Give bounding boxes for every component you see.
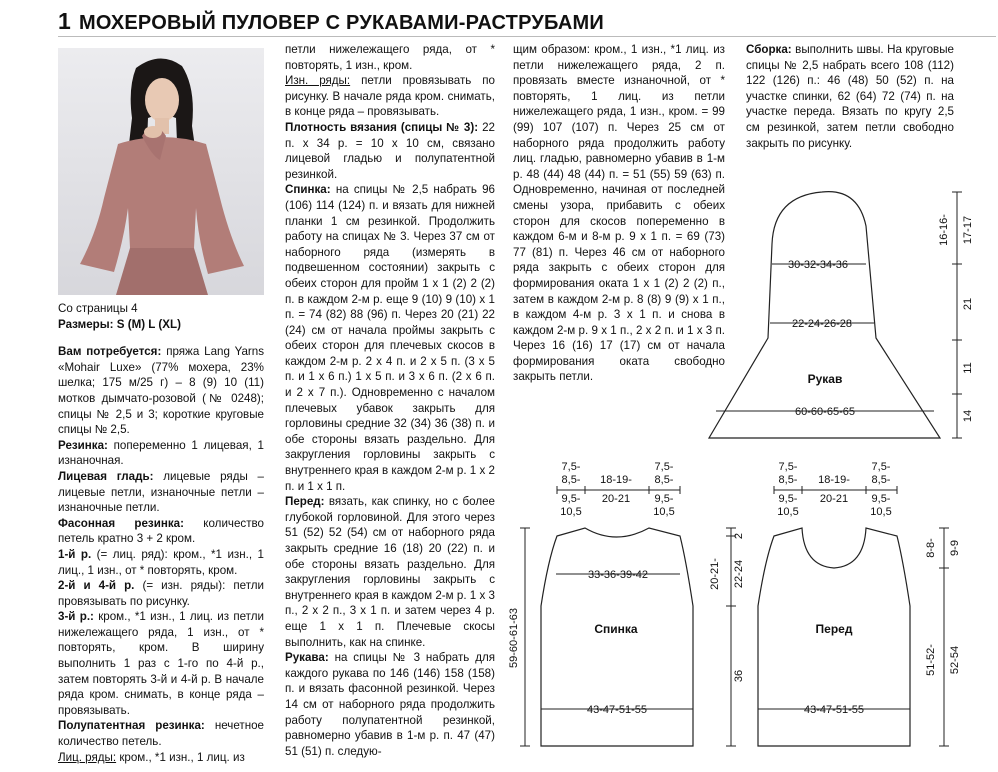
front-label: Перед [815,622,853,636]
back-shoulder-r-a: 7,5- [654,461,674,473]
pattern-title: МОХЕРОВЫЙ ПУЛОВЕР С РУКАВАМИ-РАСТРУБАМИ [79,12,604,34]
back-shoulder-c: 9,5- [561,493,581,505]
back-side-height: 36 [733,669,745,683]
front-neck-a: 18-19- [818,474,850,486]
fancy-rib: Фасонная резинка: количество петель кратно 3 + 2 кром. [58,516,264,546]
sleeve-cap-height-a: 16-16- [938,214,950,246]
back-bottom-width: 43-47-51-55 [587,704,647,716]
sleeve-cap-height-b: 17-17 [962,215,974,245]
back-chest-width: 33-36-39-42 [588,569,648,581]
sleeve-bottom-width: 60-60-65-65 [795,406,855,418]
back-shoulder-r-d: 10,5 [653,506,675,518]
back-shoulder-b: 8,5- [561,474,581,486]
sizes: Размеры: S (M) L (XL) [58,317,181,331]
front-schematic [758,461,961,746]
purl-rows: Изн. ряды: петли провязывать по рисунку. В начале ряда кром. снимать, в конце ряда – провязывать. [285,74,495,119]
sleeve-cuff-height: 14 [962,409,974,423]
back-neck-a: 18-19- [600,474,632,486]
sleeve-body-height: 21 [962,297,974,311]
front-shoulder-r-a: 7,5- [871,461,891,473]
stockinette: Лицевая гладь: лицевые ряды – лицевые петли, изнаночные петли – изнаночные петли. [58,469,264,515]
front-neck-depth-b: 9-9 [949,540,961,556]
gauge: Плотность вязания (спицы № 3): 22 п. х 34 р. = 10 х 10 см, связано лицевой гладью и полупатентной резинкой. [285,120,495,181]
back-schematic [508,461,745,746]
back-neck-depth: 2 [733,532,745,540]
front-shoulder-r-b: 8,5- [871,474,891,486]
front-shoulder-d: 10,5 [777,506,799,518]
front-shoulder-a: 7,5- [778,461,798,473]
sleeve-upper-width: 30-32-34-36 [788,259,848,271]
front-shoulder-r-c: 9,5- [871,493,891,505]
pattern-number: 1 [58,8,71,34]
back-shoulder-d: 10,5 [560,506,582,518]
knit-rows-cont: петли нижележащего ряда, от * повторять, 1 изн., кром. [285,43,495,72]
back-label: Спинка [594,622,638,636]
back-shoulder-a: 7,5- [561,461,581,473]
sleeves-instructions: Рукава: на спицы № 3 набрать для каждого рукава по 146 (146) 158 (158) п. и вязать фасонной резинкой. Через 14 см от наборного ряда продолжить работу полупатентной резинкой, равномерно убавив в 1-м р. п. 47 (47) 51 (51) п. следую- [285,651,495,758]
back-armhole-a: 20-21- [709,558,721,590]
front-length-a: 51-52- [925,644,937,676]
front-shoulder-r-d: 10,5 [870,506,892,518]
front-instructions: Перед: вязать, как спинку, но с более глубокой горловиной. Для этого через 51 (52) 52 (54) см от наборного ряда закрыть средние 16 (18) 20 (22) п. и обе стороны вязать раздельно. Для закругления горловины закрыть с внутреннего края в каждом 2-м р. 1 х 3 п., 2 х 2 п., 3 х 1 п. и затем через 4 р. еще 1 х 1 п. Плечевые скосы выполнить, как на спинке. [285,495,495,649]
back-neck-b: 20-21 [601,493,631,505]
row-3: 3-й р.: кром., *1 изн., 1 лиц. из петли нижележащего ряда, 1 изн., от * повторять, кром. В ширину выполнить 1 раз с 1-го по 4-й р., затем повторять 3-й и 4-й р. В начале ряда кром. снимать, в конце ряда – провязывать. [58,610,264,717]
front-length-b: 52-54 [949,645,961,675]
materials: Вам потребуется: пряжа Lang Yarns «Mohair Luxe» (77% мохера, 23% шелка; 175 м/25 г) – 8 (9) 10 (11) мотков дымчато-розовой (№ 0248); спицы № 2,5 и 3; короткие круговые спицы № 2,5. [58,345,264,437]
back-instructions: Спинка: на спицы № 2,5 набрать 96 (106) 114 (124) п. и вязать для нижней планки 1 см резинкой. Продолжить работу на спицах № 3. Через 37 см от наборного ряда (измерять в подвешенном состоянии) закрыть с обеих сторон для пройм 1 х 1 (2) 2 (2) п. в каждом 2-м р. еще 9 (10) 9 (10) х 1 п. = 74 (82) 88 (96) п. Через 20 (21) 22 (24) см от начала проймы закрыть с обеих сторон для плечевых скосов в каждом 2-м р. 2 х 4 п. и 2 х 5 п. (3 х 5 п. и 1 х 6 п.) 1 х 5 п. и 3 х 6 п. (2 х 6 п. и 2 х 7 п.). Одновременно с началом плечевых убавок закрыть для горловины средние 32 (34) 36 (38) п. и обе стороны вязать раздельно. Для закругления горловины закрыть с внутреннего края в каждом 2-м р. 1 х 2 п. и 1 х 1 п. [285,183,495,493]
sleeve-rib-height: 11 [962,362,974,374]
back-shoulder-r-c: 9,5- [654,493,674,505]
knit-rows: Лиц. ряды: кром., *1 изн., 1 лиц. из [58,750,245,764]
front-shoulder-b: 8,5- [778,474,798,486]
sleeves-instructions-cont: щим образом: кром., 1 изн., *1 лиц. из петли нижележащего ряда, 2 п. провязать вместе изнаночной, от * повторять, 1 лиц. из петли нижележащего ряда, 1 изн., кром. = 99 (99) 107 (107) п. Через 25 см от наборного ряда продолжить работу лиц. гладью, равномерно убавив в 1-м р. 48 (44) 48 (44) п. = 51 (55) 59 (63) п. Одновременно, начиная от последней смены узора, прибавить с обеих сторон для скосов попеременно в каждом 6-м и 8-м р. 9 х 1 п. = 69 (73) 77 (81) п. Через 46 см от наборного ряда закрыть с обеих сторон для формирования оката 1 х 1 (2) 2 (2) п., затем в каждом 2-м р. 8 (8) 9 (9) х 1 п., в каждом 4-м р. 3 х 1 п. и снова в каждом 2-м р. 9 х 1 п., 2 х 2 п. и 1 х 3 п. Через 16 (16) 17 (17) см от начала формирования оката свободно закрыть петли. [513,43,725,384]
back-armhole-b: 22-24 [733,559,745,589]
sleeve-label: Рукав [807,372,843,386]
back-total-height: 59-60-61-63 [508,608,520,668]
assembly-instructions: Сборка: выполнить швы. На круговые спицы № 2,5 набрать всего 108 (112) 122 (126) п.: 46 (48) 50 (52) п. на участке спинки, 62 (64) 72 (74) п. на участке переда. Вязать по кругу 2,5 см резинкой, затем петли свободно закрыть по рисунку. [746,43,954,150]
back-shoulder-r-b: 8,5- [654,474,674,486]
front-neck-b: 20-21 [819,493,849,505]
sleeve-schematic [709,192,974,438]
half-cardigan: Полупатентная резинка: нечетное количество петель. [58,719,264,749]
rows-2-4: 2-й и 4-й р. (= изн. ряды): петли провязывать по рисунку. [58,579,265,608]
sleeve-mid-width: 22-24-26-28 [792,318,852,330]
front-bottom-width: 43-47-51-55 [804,704,864,716]
rib-stitch: Резинка: попеременно 1 лицевая, 1 изнаночная. [58,438,264,468]
front-shoulder-c: 9,5- [778,493,798,505]
front-neck-depth-a: 8-8- [925,538,937,558]
row-1: 1-й р. (= лиц. ряд): кром., *1 изн., 1 лиц., 1 изн., от * повторять, кром. [58,547,264,577]
source-note: Со страницы 4 [58,302,138,315]
